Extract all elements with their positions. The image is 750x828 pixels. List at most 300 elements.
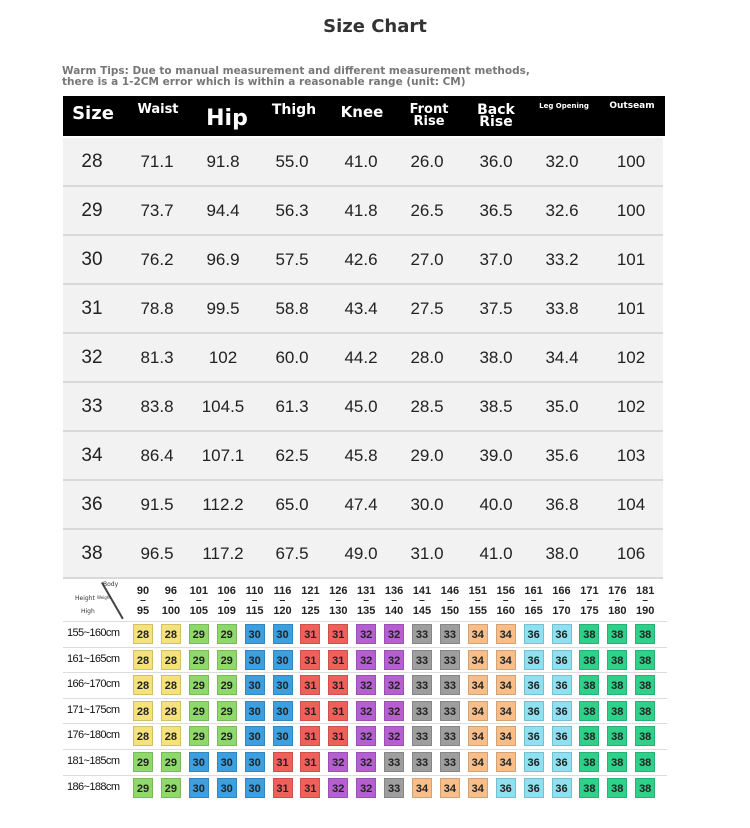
size-recommendation-cell: 30 (245, 675, 265, 695)
size-cell: 32 (81, 347, 103, 368)
measure-cell: 100 (616, 201, 646, 220)
weight-dash: – (307, 595, 314, 606)
legend-high: High (81, 608, 95, 615)
weight-to: 145 (412, 605, 432, 617)
header-thigh: Thigh (271, 102, 317, 118)
measure-cell: 29.0 (410, 446, 444, 465)
weight-to: 180 (608, 605, 627, 617)
measure-cell: 32.6 (545, 201, 579, 220)
measure-cell: 38.5 (479, 397, 513, 416)
size-recommendation-cell: 36 (524, 726, 544, 746)
measure-cell: 71.1 (140, 152, 174, 171)
measure-cell: 35.0 (545, 397, 579, 416)
measure-cell: 107.1 (201, 446, 245, 465)
size-recommendation-cell: 36 (524, 675, 544, 695)
measure-cell: 28.5 (410, 397, 444, 416)
size-recommendation-cell: 34 (496, 650, 516, 670)
measure-cell: 36.5 (479, 201, 513, 220)
size-recommendation-cell: 32 (384, 701, 404, 721)
measure-cell: 27.5 (410, 299, 444, 318)
weight-dash: – (279, 595, 286, 606)
measure-cell: 49.0 (344, 544, 378, 563)
size-recommendation-cell: 36 (524, 624, 544, 644)
measure-cell: 26.5 (410, 201, 444, 220)
weight-dash: – (502, 595, 509, 606)
size-recommendation-cell: 31 (300, 778, 320, 798)
size-recommendation-cell: 28 (161, 650, 181, 670)
measure-cell: 37.0 (479, 250, 513, 269)
measure-cell: 65.0 (275, 495, 309, 514)
warm-tips-line: Warm Tips: Due to manual measurement and different measurement methods, (62, 65, 530, 77)
weight-from: 136 (384, 585, 404, 597)
weight-dash: – (168, 595, 174, 606)
measure-cell: 43.4 (344, 299, 378, 318)
size-recommendation-cell: 32 (384, 624, 404, 644)
size-recommendation-cell: 38 (635, 675, 655, 695)
size-recommendation-cell: 31 (328, 701, 348, 721)
size-recommendation-cell: 38 (635, 778, 655, 798)
size-recommendation-cell: 32 (328, 752, 348, 772)
size-recommendation-cell: 30 (245, 624, 265, 644)
measure-cell: 60.0 (275, 348, 309, 367)
size-recommendation-cell: 34 (468, 624, 488, 644)
weight-to: 190 (636, 605, 655, 617)
weight-dash: – (251, 595, 258, 606)
weight-from: 116 (273, 585, 292, 597)
legend-body: Body (103, 581, 119, 588)
size-cell: 33 (81, 396, 103, 417)
page-title: Size Chart (323, 16, 427, 37)
weight-range (411, 585, 433, 617)
size-recommendation-cell: 38 (579, 624, 599, 644)
measure-cell: 37.5 (479, 299, 513, 318)
size-recommendation-cell: 30 (245, 778, 265, 798)
size-recommendation-cell: 31 (300, 752, 320, 772)
measure-cell: 41.0 (344, 152, 378, 171)
measure-cell: 101 (616, 299, 646, 318)
size-recommendation-cell: 30 (273, 675, 293, 695)
size-recommendation-cell: 31 (300, 624, 320, 644)
table-row (63, 187, 663, 236)
measure-cell: 45.8 (344, 446, 378, 465)
measure-cell: 101 (616, 250, 646, 269)
size-recommendation-cell: 29 (217, 624, 237, 644)
measure-cell: 104.5 (201, 397, 245, 416)
size-recommendation-cell: 34 (468, 726, 488, 746)
size-recommendation-cell: 36 (496, 778, 516, 798)
size-recommendation-cell: 32 (384, 650, 404, 670)
size-recommendation-cell: 33 (440, 650, 460, 670)
size-recommendation-cell: 29 (189, 675, 209, 695)
weight-dash: – (223, 595, 230, 606)
measure-cell: 81.3 (140, 348, 174, 367)
measure-cell: 76.2 (140, 250, 174, 269)
weight-range (439, 585, 461, 617)
measure-cell: 35.6 (545, 446, 579, 465)
size-recommendation-cell: 29 (189, 726, 209, 746)
measure-cell: 117.2 (202, 544, 244, 563)
measure-cell: 31.0 (410, 544, 444, 563)
size-recommendation-cell: 33 (440, 624, 460, 644)
weight-from: 106 (217, 585, 236, 597)
measure-cell: 26.0 (410, 152, 444, 171)
header-back-rise: Back Rise (477, 102, 515, 130)
height-range-label: 181~185cm (67, 755, 120, 767)
size-recommendation-cell: 36 (552, 726, 572, 746)
size-recommendation-cell: 28 (161, 726, 181, 746)
measure-cell: 28.0 (410, 348, 444, 367)
measure-cell: 40.0 (479, 495, 513, 514)
size-recommendation-cell: 34 (412, 778, 432, 798)
size-recommendation-cell: 32 (356, 650, 376, 670)
size-cell: 36 (81, 494, 103, 515)
size-recommendation-cell: 28 (133, 701, 153, 721)
measure-cell: 62.5 (275, 446, 309, 465)
size-recommendation-cell: 38 (579, 701, 599, 721)
weight-to: 155 (468, 605, 487, 617)
measure-cell: 102 (616, 348, 646, 367)
weight-to: 100 (161, 605, 181, 617)
grid-divider (63, 723, 667, 724)
grid-divider (63, 698, 667, 699)
size-recommendation-cell: 34 (468, 752, 488, 772)
measure-cell: 78.8 (140, 299, 174, 318)
table-header (63, 96, 665, 136)
size-recommendation-cell: 32 (356, 752, 376, 772)
size-recommendation-cell: 34 (496, 726, 516, 746)
size-recommendation-cell: 31 (328, 624, 348, 644)
size-recommendation-cell: 38 (607, 726, 627, 746)
weight-from: 151 (468, 585, 487, 597)
weight-range (327, 585, 349, 617)
grid-legend (75, 581, 135, 621)
size-recommendation-cell: 34 (496, 624, 516, 644)
weight-to: 135 (357, 605, 376, 617)
size-recommendation-cell: 28 (133, 624, 153, 644)
size-recommendation-cell: 34 (496, 675, 516, 695)
weight-from: 146 (440, 585, 460, 597)
grid-divider (63, 647, 667, 648)
size-recommendation-cell: 32 (384, 726, 404, 746)
size-recommendation-cell: 33 (384, 752, 404, 772)
header-outseam: Outseam (609, 101, 655, 111)
size-recommendation-cell: 36 (524, 701, 544, 721)
warm-tips-line: there is a 1-2CM error which is within a reasonable range (unit: CM) (62, 76, 466, 88)
weight-range (355, 585, 377, 617)
size-recommendation-cell: 28 (161, 701, 181, 721)
size-recommendation-cell: 34 (468, 778, 488, 798)
table-row (63, 334, 663, 383)
measure-cell: 100 (616, 152, 646, 171)
measure-cell: 39.0 (479, 446, 513, 465)
size-recommendation-cell: 28 (161, 675, 181, 695)
size-recommendation-cell: 38 (607, 624, 627, 644)
size-recommendation-cell: 29 (189, 624, 209, 644)
size-recommendation-cell: 32 (356, 675, 376, 695)
size-recommendation-cell: 34 (468, 675, 488, 695)
size-recommendation-cell: 34 (468, 650, 488, 670)
size-recommendation-cell: 28 (133, 726, 153, 746)
measure-cell: 33.2 (545, 250, 579, 269)
size-recommendation-cell: 32 (356, 624, 376, 644)
weight-to: 140 (384, 605, 404, 617)
weight-dash: – (530, 595, 537, 606)
legend-height: Height (75, 595, 95, 602)
weight-dash: – (558, 595, 565, 606)
weight-range (495, 585, 517, 617)
weight-from: 181 (636, 585, 655, 597)
weight-to: 109 (217, 605, 236, 617)
measure-cell: 44.2 (344, 348, 378, 367)
measure-cell: 61.3 (275, 397, 309, 416)
height-range-label: 166~170cm (67, 678, 120, 691)
weight-dash: – (140, 595, 146, 606)
weight-to: 125 (301, 605, 320, 617)
size-recommendation-cell: 29 (133, 752, 153, 772)
size-recommendation-cell: 38 (579, 675, 599, 695)
size-recommendation-cell: 34 (496, 701, 516, 721)
grid-divider (63, 775, 667, 776)
size-recommendation-cell: 30 (217, 752, 237, 772)
size-recommendation-cell: 36 (552, 675, 572, 695)
measure-cell: 42.6 (344, 250, 378, 269)
measure-cell: 73.7 (140, 201, 174, 220)
size-recommendation-cell: 33 (440, 675, 460, 695)
size-recommendation-cell: 28 (133, 675, 153, 695)
size-recommendation-cell: 30 (273, 701, 293, 721)
size-recommendation-cell: 33 (412, 726, 432, 746)
weight-from: 126 (329, 585, 348, 597)
size-recommendation-cell: 28 (133, 650, 153, 670)
weight-to: 160 (496, 605, 515, 617)
warm-tips (62, 66, 530, 88)
weight-dash: – (419, 595, 425, 606)
size-cell: 34 (81, 445, 103, 466)
size-recommendation-cell: 38 (579, 752, 599, 772)
size-cell: 38 (81, 543, 103, 564)
size-recommendation-cell: 29 (161, 778, 181, 798)
weight-from: 171 (580, 585, 599, 597)
measure-cell: 41.0 (479, 544, 513, 563)
weight-dash: – (642, 595, 648, 606)
grid-divider (63, 749, 667, 750)
weight-dash: – (363, 595, 369, 606)
table-row (63, 285, 663, 334)
measure-cell: 106 (616, 544, 646, 563)
measure-cell: 102 (208, 348, 238, 367)
grid-divider (63, 672, 667, 673)
size-recommendation-cell: 30 (245, 726, 265, 746)
weight-from: 101 (189, 585, 208, 597)
size-recommendation-cell: 36 (524, 752, 544, 772)
size-recommendation-cell: 33 (440, 726, 460, 746)
size-recommendation-cell: 38 (635, 624, 655, 644)
size-recommendation-cell: 33 (412, 675, 432, 695)
measure-cell: 38.0 (545, 544, 579, 563)
measure-cell: 56.3 (275, 201, 309, 220)
header-waist: Waist (137, 102, 179, 117)
measure-cell: 91.5 (140, 495, 174, 514)
size-recommendation-cell: 29 (133, 778, 153, 798)
size-recommendation-cell: 32 (356, 726, 376, 746)
weight-dash: – (475, 595, 481, 606)
weight-dash: – (586, 595, 593, 606)
size-recommendation-cell: 33 (440, 701, 460, 721)
weight-from: 141 (412, 585, 432, 597)
weight-from: 161 (524, 585, 543, 597)
grid-divider (63, 621, 667, 622)
weight-from: 176 (608, 585, 627, 597)
size-recommendation-cell: 32 (328, 778, 348, 798)
measure-cell: 34.4 (545, 348, 579, 367)
weight-to: 165 (524, 605, 543, 617)
size-recommendation-cell: 31 (300, 675, 320, 695)
weight-range (244, 585, 266, 617)
weight-range (467, 585, 489, 617)
size-recommendation-cell: 31 (300, 726, 320, 746)
size-recommendation-cell: 33 (412, 701, 432, 721)
table-row (63, 383, 663, 432)
size-recommendation-cell: 33 (384, 778, 404, 798)
size-recommendation-cell: 29 (217, 650, 237, 670)
header-leg-opening: Leg Opening (539, 102, 589, 110)
weight-from: 110 (245, 585, 264, 597)
weight-range (383, 585, 405, 617)
size-recommendation-cell: 31 (328, 650, 348, 670)
size-recommendation-cell: 38 (635, 726, 655, 746)
size-recommendation-cell: 31 (328, 675, 348, 695)
size-recommendation-cell: 30 (273, 624, 293, 644)
weight-range (188, 585, 210, 617)
measure-cell: 86.4 (140, 446, 174, 465)
size-recommendation-cell: 30 (273, 726, 293, 746)
size-recommendation-cell: 38 (607, 675, 627, 695)
size-recommendation-grid (63, 579, 667, 811)
size-recommendation-cell: 34 (468, 701, 488, 721)
height-range-label: 171~175cm (67, 703, 120, 716)
size-recommendation-cell: 38 (635, 752, 655, 772)
size-recommendation-cell: 38 (579, 650, 599, 670)
size-recommendation-cell: 36 (552, 778, 572, 798)
weight-range (299, 585, 321, 617)
size-recommendation-cell: 30 (273, 650, 293, 670)
weight-from: 156 (496, 585, 515, 597)
measure-cell: 41.8 (344, 201, 378, 220)
weight-range (578, 585, 600, 617)
size-recommendation-cell: 31 (300, 650, 320, 670)
size-recommendation-cell: 31 (328, 726, 348, 746)
height-range-label: 186~188cm (67, 780, 120, 793)
measure-cell: 67.5 (275, 544, 309, 563)
header-knee: Knee (340, 103, 384, 121)
table-row (63, 530, 663, 579)
size-recommendation-cell: 38 (607, 778, 627, 798)
size-recommendation-cell: 33 (412, 752, 432, 772)
size-recommendation-cell: 38 (579, 726, 599, 746)
size-recommendation-cell: 29 (189, 701, 209, 721)
weight-dash: – (614, 595, 621, 606)
measure-cell: 103 (616, 446, 646, 465)
size-recommendation-cell: 32 (384, 675, 404, 695)
weight-dash: – (391, 595, 397, 606)
size-recommendation-cell: 30 (245, 752, 265, 772)
size-recommendation-cell: 38 (607, 650, 627, 670)
measure-cell: 94.4 (206, 201, 240, 220)
measure-cell: 83.8 (140, 397, 174, 416)
weight-to: 115 (245, 605, 264, 617)
table-row (63, 138, 663, 187)
size-recommendation-cell: 29 (217, 726, 237, 746)
weight-range (272, 585, 294, 617)
size-cell: 30 (81, 249, 103, 270)
size-recommendation-cell: 30 (217, 778, 237, 798)
weight-to: 120 (273, 605, 292, 617)
measure-cell: 32.0 (545, 152, 579, 171)
weight-dash: – (335, 595, 342, 606)
size-cell: 29 (81, 200, 103, 221)
size-recommendation-cell: 31 (300, 701, 320, 721)
measure-cell: 96.9 (206, 250, 240, 269)
table-row (63, 236, 663, 285)
weight-range (606, 585, 628, 617)
weight-to: 105 (189, 605, 208, 617)
weight-range (160, 585, 182, 617)
height-range-label: 155~160cm (67, 627, 120, 639)
measure-cell: 112.2 (202, 495, 244, 514)
measure-cell: 55.0 (275, 152, 309, 171)
measure-cell: 45.0 (344, 397, 378, 416)
weight-to: 170 (552, 605, 571, 617)
weight-to: 175 (580, 605, 599, 617)
size-cell: 28 (81, 151, 103, 172)
measure-cell: 104 (616, 495, 646, 514)
table-row (63, 481, 663, 530)
weight-from: 96 (164, 585, 178, 597)
header-hip: Hip (206, 106, 248, 131)
size-recommendation-cell: 30 (189, 752, 209, 772)
measure-cell: 57.5 (275, 250, 309, 269)
size-recommendation-cell: 34 (496, 752, 516, 772)
weight-from: 121 (301, 585, 320, 597)
header-size: Size (72, 103, 114, 124)
size-recommendation-cell: 29 (217, 675, 237, 695)
size-recommendation-cell: 32 (356, 701, 376, 721)
size-recommendation-cell: 36 (552, 701, 572, 721)
size-recommendation-cell: 32 (356, 778, 376, 798)
measure-cell: 30.0 (410, 495, 444, 514)
size-recommendation-cell: 38 (635, 701, 655, 721)
size-recommendation-cell: 36 (552, 650, 572, 670)
weight-range (551, 585, 573, 617)
size-recommendation-cell: 29 (189, 650, 209, 670)
size-recommendation-cell: 29 (217, 701, 237, 721)
size-recommendation-cell: 36 (552, 752, 572, 772)
size-recommendation-cell: 31 (273, 778, 293, 798)
size-recommendation-cell: 28 (161, 624, 181, 644)
size-recommendation-cell: 38 (607, 701, 627, 721)
size-recommendation-cell: 36 (524, 778, 544, 798)
size-recommendation-cell: 33 (412, 624, 432, 644)
weight-to: 130 (329, 605, 348, 617)
measure-cell: 47.4 (344, 495, 378, 514)
weight-to: 150 (440, 605, 460, 617)
size-recommendation-cell: 31 (273, 752, 293, 772)
size-recommendation-cell: 30 (245, 701, 265, 721)
weight-to: 95 (136, 605, 150, 617)
size-recommendation-cell: 36 (552, 624, 572, 644)
size-cell: 31 (81, 298, 103, 319)
size-recommendation-cell: 38 (635, 650, 655, 670)
